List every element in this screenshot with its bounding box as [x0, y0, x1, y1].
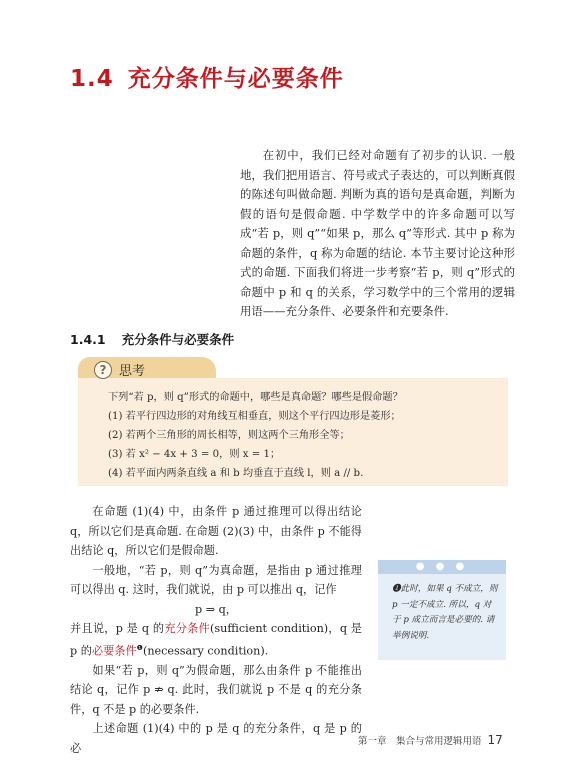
definition-text: 并且说，p 是 q 的	[70, 622, 165, 635]
subsection-title: 充分条件与必要条件	[121, 332, 235, 347]
footnote-mark: ❶	[136, 643, 143, 652]
page-footer	[358, 733, 503, 747]
definition-text: (sufficient condition)，q 是 p 的	[70, 622, 362, 658]
think-line: 下列“若 p，则 q”形式的命题中，哪些是真命题？哪些是假命题？	[108, 392, 403, 403]
chapter-title: 第一章 集合与常用逻辑用语	[358, 736, 482, 747]
body-paragraph: 在命题 (1)(4) 中，由条件 p 通过推理可以得出结论 q，所以它们是真命题. 在命题 (2)(3) 中，由条件 p 不能得出结论 q，所以它们是假命题.	[70, 505, 362, 557]
note-dots: ● ● ●	[415, 561, 469, 572]
think-line: (3) 若 x² − 4x + 3 = 0，则 x = 1；	[108, 449, 281, 460]
think-line: (4) 若平面内两条直线 a 和 b 均垂直于直线 l，则 a // b.	[108, 468, 364, 479]
think-label: 思考	[119, 364, 146, 379]
think-line: (1) 若平行四边形的对角线互相垂直，则这个平行四边形是菱形；	[108, 411, 401, 422]
formula: p ⇒ q，	[195, 602, 237, 616]
definition-text: (necessary condition).	[142, 644, 269, 658]
think-line: (2) 若两个三角形的周长相等，则这两个三角形全等；	[108, 430, 350, 441]
side-note: ❶此时，如果 q 不成立，则 p 一定不成立. 所以，q 对于 p 成立而言是必要的. 请举例说明.	[378, 574, 506, 660]
subsection-heading	[70, 330, 234, 348]
definition-paragraph	[70, 619, 362, 661]
question-icon: ?	[94, 361, 112, 379]
subsection-number: 1.4.1	[70, 332, 106, 347]
section-number: 1.4	[70, 66, 114, 92]
think-questions	[108, 388, 503, 483]
body-paragraph: 如果“若 p，则 q”为假命题，那么由条件 p 不能推出结论 q，记作 p ⇏ q. 此时，我们就说 p 不是 q 的充分条件，q 不是 p 的必要条件.	[70, 663, 362, 716]
page-number: 17	[487, 733, 503, 747]
main-text	[70, 502, 362, 758]
term-sufficient: 充分条件	[164, 622, 211, 635]
intro-paragraph: 在初中，我们已经对命题有了初步的认识. 一般地，我们把用语言、符号或式子表达的，可以判断真假的陈述句叫做命题. 判断为真的语句是真命题，判断为假的语句是假命题. 中学数学中的许多命题可以写成“若 p，则 q”“如果 p，那么 q”等形式. 其中 p 称为命题的条件，q 称为命题的结论. 本节主要讨论这种形式的命题. 下面我们将进一步考察“若 p，则 q”形式的命题中 p 和 q 的关系，学习数学中的三个常用的逻辑用语——充分条件、必要条件和充要条件.	[240, 148, 515, 318]
body-paragraph: 上述命题 (1)(4) 中的 p 是 q 的充分条件，q 是 p 的必	[70, 722, 362, 755]
section-title-text: 充分条件与必要条件	[127, 66, 344, 92]
body-paragraph: 一般地，“若 p，则 q”为真命题，是指由 p 通过推理可以得出 q. 这时，我们就说，由 p 可以推出 q，记作	[70, 563, 362, 596]
page-title	[70, 60, 344, 93]
term-necessary: 必要条件	[91, 644, 137, 658]
